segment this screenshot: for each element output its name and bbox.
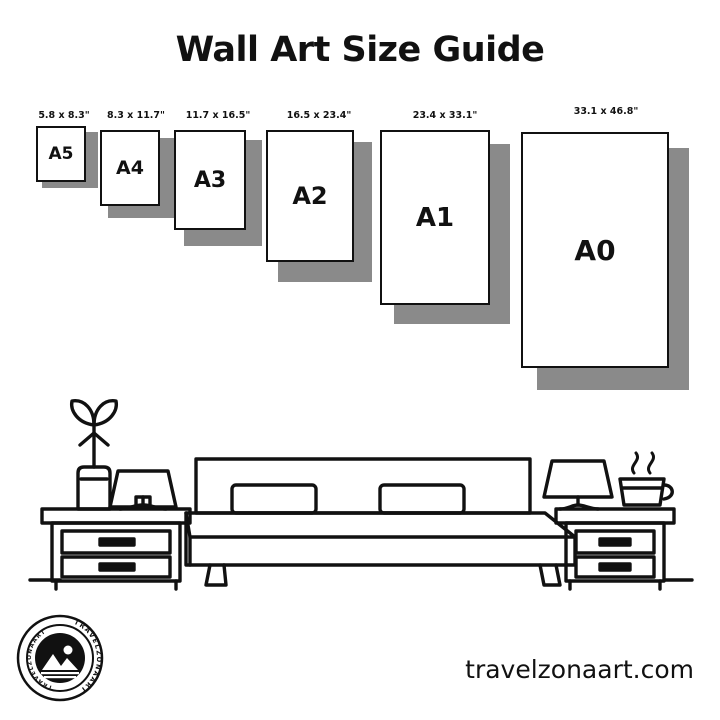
frame-a2 [266,110,372,280]
frame-a5 [36,110,92,190]
frame-a5-dimensions: 5.8 x 8.3" [38,110,90,121]
left-nightstand [42,509,190,589]
frame-a3-box [174,130,246,230]
frame-a4-dimensions: 8.3 x 11.7" [107,110,165,121]
page-title: Wall Art Size Guide [175,30,545,70]
frame-a4-label: A4 [116,157,144,179]
brand-logo-svg [14,612,106,704]
frame-a1-label: A1 [415,202,455,233]
bedroom-svg [0,375,720,600]
coffee-mug [620,453,672,505]
frame-a4-box [100,130,160,206]
logo-disc [35,633,85,683]
bed [186,459,575,585]
frame-a3-dimensions: 11.7 x 16.5" [185,110,251,121]
frame-a4 [100,110,172,220]
frame-a5-label: A5 [48,144,74,164]
plant-vase [72,401,117,509]
bedroom-illustration [0,375,720,600]
frame-a0-label: A0 [574,233,616,267]
frame-a0 [521,106,691,385]
left-table-lamp [110,471,176,509]
logo-inner-text: TRAVELZONAART [26,628,54,690]
frame-a0-box [521,132,669,368]
frame-a1-dimensions: 23.4 x 33.1" [412,110,478,121]
right-table-lamp [544,461,612,509]
frame-size-comparison [0,106,720,400]
website-url: travelzonaart.com [465,655,694,684]
frame-a5-box [36,126,86,182]
logo-outer-text: TRAVELZONAART [72,618,104,695]
frame-a2-dimensions: 16.5 x 23.4" [286,110,352,121]
frame-a0-dimensions: 33.1 x 46.8" [573,106,639,117]
frame-a3 [174,110,262,250]
frame-a2-box [266,130,354,262]
frame-a1-box [380,130,490,305]
brand-logo [14,612,106,704]
frame-a3-label: A3 [193,167,227,193]
frame-a1 [380,110,510,315]
frame-a2-label: A2 [292,182,328,210]
